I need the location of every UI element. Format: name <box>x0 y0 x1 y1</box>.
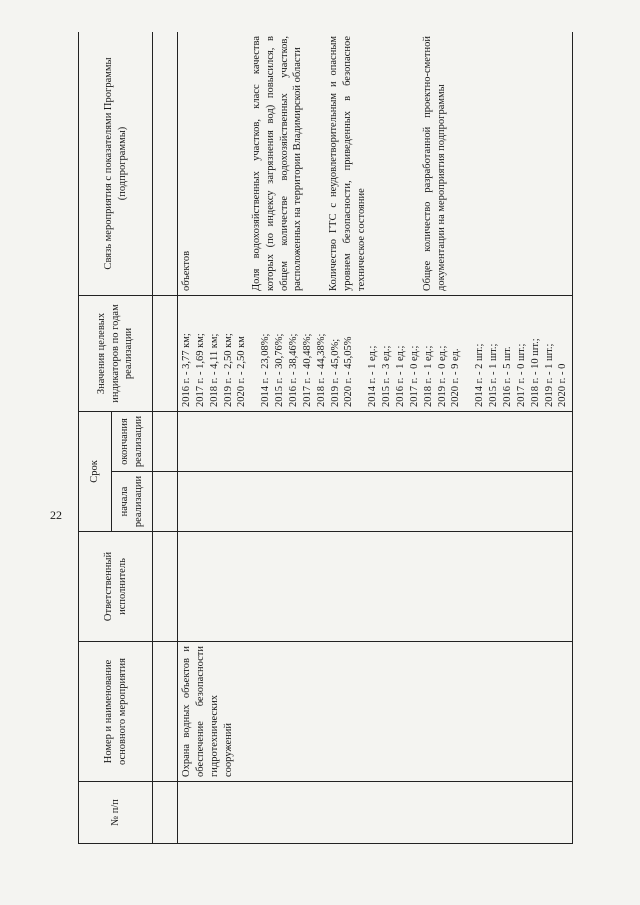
indicator-line: 2019 г. - 0 ед.; <box>436 345 448 407</box>
header-term: Срок <box>79 411 112 531</box>
header-link: Связь мероприятия с показателями Программы (подпрограммы) <box>79 32 153 295</box>
header-num: № п/п <box>79 782 153 844</box>
indicator-line: 2017 г. - 0 шт.; <box>515 343 527 407</box>
indicator-group-2 <box>259 300 356 407</box>
indicator-line: 2015 г. - 30,76%; <box>274 333 286 407</box>
indicator-line: 2018 г. - 1 ед.; <box>422 345 434 407</box>
indicator-line: 2019 г. - 2,50 км; <box>222 333 234 407</box>
indicator-line: 2016 г. - 1 ед.; <box>395 345 407 407</box>
header-name: Номер и наименование основного мероприятия <box>79 642 153 782</box>
indicator-line: 2017 г. - 0 ед.; <box>408 345 420 407</box>
link-text-1: объектов <box>181 250 192 291</box>
indicator-group-3 <box>366 300 463 407</box>
indicator-line: 2014 г. - 1 ед.; <box>367 345 379 407</box>
table-wrap <box>78 32 616 844</box>
indicator-values <box>178 295 573 411</box>
indicator-line: 2017 г. - 40,48%; <box>301 333 313 407</box>
spacer-cell <box>153 642 178 782</box>
header-indicators: Значения целевых индикаторов по годам реализации <box>79 295 153 411</box>
indicator-line: 2018 г. - 44,38%; <box>315 333 327 407</box>
indicator-line: 2015 г. - 3 ед.; <box>381 345 393 407</box>
spacer-cell <box>153 32 178 295</box>
header-term-end: окончания реализации <box>112 411 153 471</box>
indicator-line: 2019 г. - 1 шт.; <box>543 343 555 407</box>
indicator-line: 2014 г. - 2 шт.; <box>474 343 486 407</box>
indicator-line: 2016 г. - 38,46%; <box>288 333 300 407</box>
page-number: 22 <box>50 508 62 522</box>
spacer-cell <box>153 295 178 411</box>
row-num <box>178 782 573 844</box>
indicator-line: 2018 г. - 4,11 км; <box>208 333 220 407</box>
header-row-1 <box>79 32 112 844</box>
header-responsible: Ответственный исполнитель <box>79 532 153 642</box>
indicator-line: 2020 г. - 45,05% <box>343 336 355 407</box>
responsible-executor <box>178 532 573 642</box>
indicator-line: 2016 г. - 3,77 км; <box>181 333 192 407</box>
spacer-cell <box>153 782 178 844</box>
indicator-group-4 <box>473 300 570 407</box>
indicator-line: 2020 г. - 9 ед. <box>450 348 462 407</box>
program-link <box>178 32 573 295</box>
term-start <box>178 472 573 532</box>
indicator-line: 2018 г. - 10 шт.; <box>529 338 541 407</box>
link-text-2: Доля водохозяйственных участков, класс качества которых (по индексу загрязнения вод) повысился, в общем количестве водохозяйственных участков, расположенных на территории Владимирской области <box>250 35 304 291</box>
spacer-cell <box>153 472 178 532</box>
indicator-group-1 <box>180 300 249 407</box>
rotated-table-frame <box>78 32 616 844</box>
table-row <box>178 32 573 844</box>
spacer-cell <box>153 532 178 642</box>
indicator-line: 2019 г. - 45,0%; <box>329 338 341 407</box>
indicator-line: 2017 г. - 1,69 км; <box>194 333 206 407</box>
indicator-line: 2014 г. - 23,08%; <box>260 333 272 407</box>
indicator-line: 2020 г. - 2,50 км <box>236 336 248 407</box>
term-end <box>178 411 573 471</box>
indicator-line: 2015 г. - 1 шт.; <box>488 343 500 407</box>
spacer-cell <box>153 411 178 471</box>
program-measures-table <box>78 32 573 844</box>
link-text-3: Количество ГТС с неудовлетворительным и опасным уровнем безопасности, приведенных в безопасное техническое состояние <box>328 35 368 291</box>
link-text-4: Общее количество разработанной проектно-сметной документации на мероприятия подпрограммы <box>421 35 447 291</box>
indicator-line: 2020 г. - 0 <box>557 363 569 407</box>
measure-name: Охрана водных объектов и обеспечение безопасности гидротехнических сооружений <box>178 642 573 782</box>
table-row-spacer <box>153 32 178 844</box>
indicator-line: 2016 г. - 5 шт. <box>502 346 514 407</box>
header-term-start: начала реализации <box>112 472 153 532</box>
